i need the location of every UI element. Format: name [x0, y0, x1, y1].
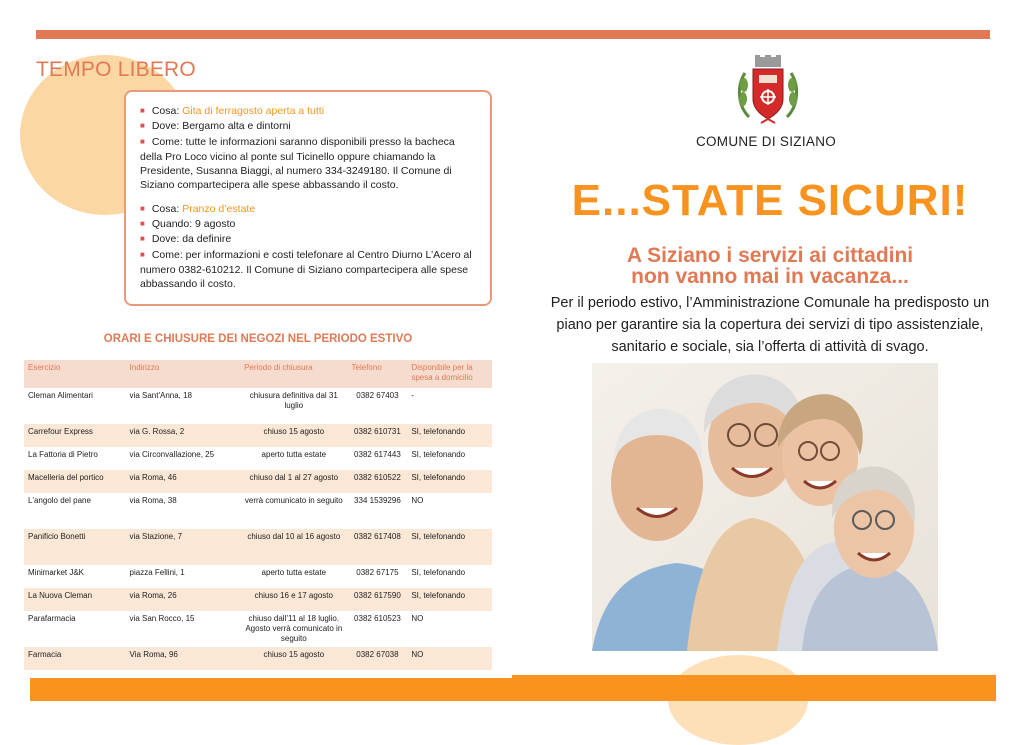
table-cell: - [411, 391, 414, 400]
event-cosa [140, 104, 476, 119]
event-cosa [140, 202, 476, 217]
column-header: Telefono [348, 360, 408, 388]
table-cell: Cleman Alimentari [28, 391, 93, 400]
event-title: Gita di ferragosto aperta a tutti [182, 105, 325, 117]
table-cell: NO [407, 647, 492, 670]
event-dove: ■ Dove: da definire [140, 232, 476, 247]
table-cell: Farmacia [24, 647, 126, 670]
table-cell: chiusura definitiva dal 31 luglio [249, 391, 338, 410]
table-cell: NO [411, 614, 424, 623]
table-cell: via San Rocco, 15 [129, 614, 195, 623]
event-gita [140, 104, 476, 193]
table-cell: SI, telefonando [407, 470, 492, 493]
table-cell: 0382 67175 [356, 568, 399, 577]
table-row [24, 447, 492, 470]
column-header: Indirizzo [126, 360, 241, 388]
table-cell: via Roma, 38 [129, 496, 177, 505]
intro-paragraph: Per il periodo estivo, l’Amministrazione Comunale ha predisposto un piano per garantire sia la copertura dei servizi di tipo assistenziale, sanitario e sociale, sia l’offerta di attività di svago. [550, 295, 990, 355]
table-cell: chiuso 15 agosto [240, 647, 347, 670]
table-cell: via Roma, 46 [126, 470, 241, 493]
event-come: ■ Come: per informazioni e costi telefonare al Centro Diurno L’Acero al numero 0382-610212. Il Comune di Siziano compartecipera alle spese abbassando il costo. [140, 248, 476, 292]
table-row [24, 470, 492, 493]
table-cell: Panificio Bonetti [24, 529, 126, 565]
event-come: ■ Come: tutte le informazioni saranno disponibili presso la bacheca della Pro Loco vicino al ponte sul Ticinello oppure chiamando la Presidente, Susanna Biaggi, al numero 334-3249180. Il Comune di Siziano compartecipera alle spese abbassando il costo. [140, 135, 476, 193]
table-row [24, 388, 492, 424]
event-title: Pranzo d’estate [182, 202, 256, 215]
cosa-label: Cosa: [151, 202, 183, 215]
cosa-label: Cosa: [151, 105, 183, 117]
table-row [24, 588, 492, 611]
events-box [124, 90, 492, 306]
table-cell: via Circonvallazione, 25 [129, 450, 215, 459]
table-cell: SI, telefonando [407, 529, 492, 565]
table-cell: La Nuova Cleman [24, 588, 126, 611]
shops-table [24, 360, 492, 670]
table-cell: SI, telefonando [407, 424, 492, 447]
event-quando: ■ Quando: 9 agosto [140, 217, 476, 232]
table-cell: Carrefour Express [24, 424, 126, 447]
table-cell: Parafarmacia [28, 614, 76, 623]
table-title: ORARI E CHIUSURE DEI NEGOZI NEL PERIODO ESTIVO [103, 333, 413, 345]
table-cell: verrà comunicato in seguito [244, 496, 343, 505]
table-cell: aperto tutta estate [261, 568, 327, 577]
table-cell: 0382 67403 [356, 391, 399, 400]
table-cell: 334 1539296 [354, 496, 401, 505]
table-cell: Macelleria del portico [24, 470, 126, 493]
table-cell: NO [411, 496, 424, 505]
bottom-left-bar [30, 678, 512, 701]
table-row [24, 611, 492, 647]
column-header: Periodo di chiusura [240, 360, 347, 388]
table-cell: Via Roma, 96 [126, 647, 241, 670]
column-header: Disponibile per la spesa a domicilio [407, 360, 492, 388]
table-cell: piazza Fellini, 1 [129, 568, 185, 577]
table-cell: 0382 610523 [354, 614, 401, 623]
municipal-crest-icon [735, 55, 801, 129]
table-cell: chiuso 16 e 17 agosto [240, 588, 347, 611]
table-cell: aperto tutta estate [261, 450, 327, 459]
table-cell: chiuso dall’11 al 18 luglio. Agosto verrà comunicato in seguito [245, 614, 343, 643]
table-cell: via G. Rossa, 2 [126, 424, 241, 447]
table-cell: chiuso dal 1 al 27 agosto [240, 470, 347, 493]
column-header: Esercizio [24, 360, 126, 388]
table-cell: 0382 610522 [348, 470, 408, 493]
table-cell: chiuso 15 agosto [240, 424, 347, 447]
table-row [24, 493, 492, 529]
table-cell: 0382 67038 [348, 647, 408, 670]
table-cell: via Sant'Anna, 18 [129, 391, 193, 400]
table-cell: 0382 617590 [348, 588, 408, 611]
subheadline-line-2: non vanno mai in vacanza... [631, 265, 909, 288]
table-row [24, 647, 492, 670]
municipality-name: COMUNE DI SIZIANO [695, 134, 837, 149]
section-title: TEMPO LIBERO [36, 58, 196, 81]
table-row [24, 565, 492, 588]
table-cell: SI, telefonando [407, 588, 492, 611]
table-cell: 0382 617408 [348, 529, 408, 565]
table-row [24, 529, 492, 565]
table-header-row [24, 360, 492, 388]
table-cell: La Fattoria di Pietro [28, 450, 98, 459]
table-cell: L'angolo del pane [28, 496, 91, 505]
table-row [24, 424, 492, 447]
event-dove: ■ Dove: Bergamo alta e dintorni [140, 119, 476, 134]
table-cell: Minimarket J&K [28, 568, 85, 577]
table-cell: SI, telefonando [411, 568, 466, 577]
table-cell: 0382 610731 [348, 424, 408, 447]
bottom-right-bar [512, 675, 996, 701]
table-cell: via Stazione, 7 [126, 529, 241, 565]
event-pranzo [140, 202, 476, 292]
subheadline-line-1: A Siziano i servizi ai cittadini [626, 244, 914, 267]
table-cell: via Roma, 26 [126, 588, 241, 611]
table-cell: SI, telefonando [411, 450, 466, 459]
subheadline [540, 245, 1000, 287]
headline: E...STATE SICURI! [571, 176, 969, 225]
table-cell: chiuso dal 10 al 16 agosto [240, 529, 347, 565]
top-right-bar [512, 30, 990, 39]
elderly-group-photo [592, 363, 938, 651]
table-cell: 0382 617443 [354, 450, 401, 459]
top-left-bar [36, 30, 512, 39]
